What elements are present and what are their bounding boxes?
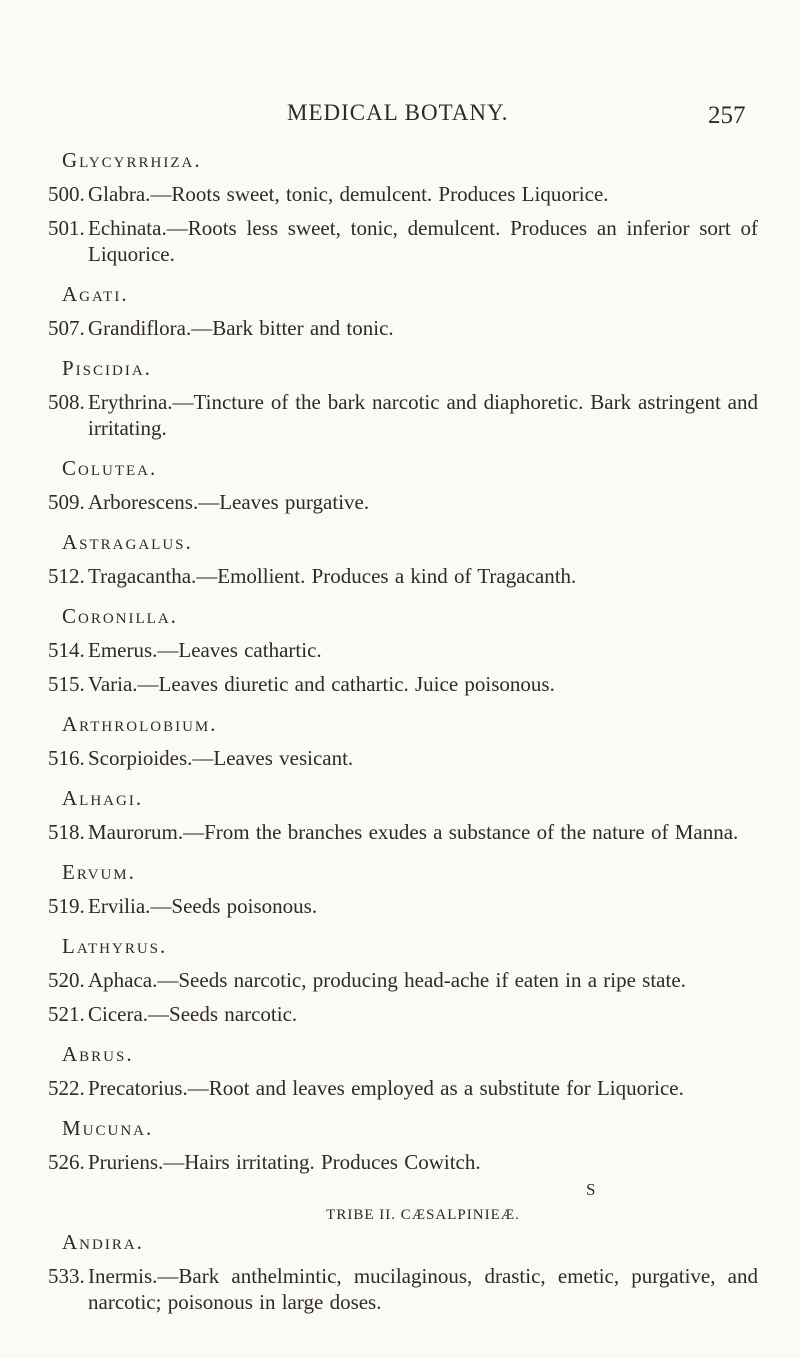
genus-heading: Arthrolobium. bbox=[62, 712, 218, 736]
entry-text: Cicera.—Seeds narcotic. bbox=[88, 1002, 298, 1026]
entry-number: 519. bbox=[48, 894, 85, 918]
genus-heading: Piscidia. bbox=[62, 356, 152, 380]
entry-text: Erythrina.—Tincture of the bark narcotic and diaphoretic. Bark astringent and irritating. bbox=[88, 390, 758, 440]
species-entry bbox=[48, 489, 758, 515]
species-entry bbox=[48, 215, 758, 267]
species-entry bbox=[48, 1149, 758, 1175]
entry-number: 520. bbox=[48, 968, 85, 992]
species-entry bbox=[48, 1075, 758, 1101]
genus-heading: Abrus. bbox=[62, 1042, 134, 1066]
species-entry bbox=[48, 637, 758, 663]
entry-text: Emerus.—Leaves cathartic. bbox=[88, 638, 322, 662]
species-entry bbox=[48, 563, 758, 589]
genus-heading: Astragalus. bbox=[62, 530, 193, 554]
entry-number: 516. bbox=[48, 746, 85, 770]
genus-heading: Colutea. bbox=[62, 456, 158, 480]
entry-text: Arborescens.—Leaves purgative. bbox=[88, 490, 370, 514]
entry-text: Tragacantha.—Emollient. Produces a kind of Tragacanth. bbox=[88, 564, 577, 588]
entry-text: Ervilia.—Seeds poisonous. bbox=[88, 894, 318, 918]
genus-heading: Alhagi. bbox=[62, 786, 144, 810]
species-entry bbox=[48, 671, 758, 697]
entry-text: Precatorius.—Root and leaves employed as a substitute for Liquorice. bbox=[88, 1076, 684, 1100]
species-entry bbox=[48, 893, 758, 919]
entry-text: Maurorum.—From the branches exudes a substance of the nature of Manna. bbox=[88, 820, 739, 844]
species-entry bbox=[48, 967, 758, 993]
tribe-heading: TRIBE II. CÆSALPINIEÆ. bbox=[326, 1207, 520, 1223]
species-entry bbox=[48, 389, 758, 441]
species-entry bbox=[48, 1001, 758, 1027]
species-entry bbox=[48, 745, 758, 771]
entry-number: 500. bbox=[48, 182, 85, 206]
entry-number: 526. bbox=[48, 1150, 85, 1174]
entry-text: Scorpioides.—Leaves vesicant. bbox=[88, 746, 354, 770]
entry-text: Glabra.—Roots sweet, tonic, demulcent. Produces Liquorice. bbox=[88, 182, 609, 206]
genus-heading: Lathyrus. bbox=[62, 934, 168, 958]
entry-number: 501. bbox=[48, 216, 85, 240]
running-head bbox=[0, 100, 800, 140]
genus-heading: Agati. bbox=[62, 282, 129, 306]
genus-heading: Ervum. bbox=[62, 860, 136, 884]
entry-text: Grandiflora.—Bark bitter and tonic. bbox=[88, 316, 394, 340]
entry-number: 507. bbox=[48, 316, 85, 340]
signature-mark: S bbox=[586, 1180, 596, 1199]
species-entry bbox=[48, 819, 758, 845]
entry-text: Inermis.—Bark anthelmintic, mucilaginous, drastic, emetic, purgative, and narcotic; poisonous in large doses. bbox=[88, 1264, 758, 1314]
species-entry bbox=[48, 315, 758, 341]
genus-heading: Coronilla. bbox=[62, 604, 178, 628]
entry-number: 521. bbox=[48, 1002, 85, 1026]
entry-number: 533. bbox=[48, 1264, 85, 1288]
entry-number: 512. bbox=[48, 564, 85, 588]
entry-text: Echinata.—Roots less sweet, tonic, demulcent. Produces an inferior sort of Liquorice. bbox=[88, 216, 758, 266]
entry-text: Aphaca.—Seeds narcotic, producing head-ache if eaten in a ripe state. bbox=[88, 968, 686, 992]
genus-heading: Glycyrrhiza. bbox=[62, 148, 202, 172]
page-body bbox=[48, 147, 758, 1315]
entry-text: Varia.—Leaves diuretic and cathartic. Juice poisonous. bbox=[88, 672, 555, 696]
entry-number: 508. bbox=[48, 390, 85, 414]
running-title: MEDICAL BOTANY. bbox=[287, 100, 509, 125]
entry-text: Pruriens.—Hairs irritating. Produces Cowitch. bbox=[88, 1150, 481, 1174]
page-number: 257 bbox=[708, 102, 746, 129]
entry-number: 515. bbox=[48, 672, 85, 696]
genus-heading: Andira. bbox=[62, 1230, 144, 1254]
genus-heading: Mucuna. bbox=[62, 1116, 154, 1140]
species-entry bbox=[48, 1263, 758, 1315]
tribe-section bbox=[48, 1229, 758, 1315]
species-entry bbox=[48, 181, 758, 207]
entry-number: 509. bbox=[48, 490, 85, 514]
entry-number: 522. bbox=[48, 1076, 85, 1100]
entry-number: 514. bbox=[48, 638, 85, 662]
entry-number: 518. bbox=[48, 820, 85, 844]
